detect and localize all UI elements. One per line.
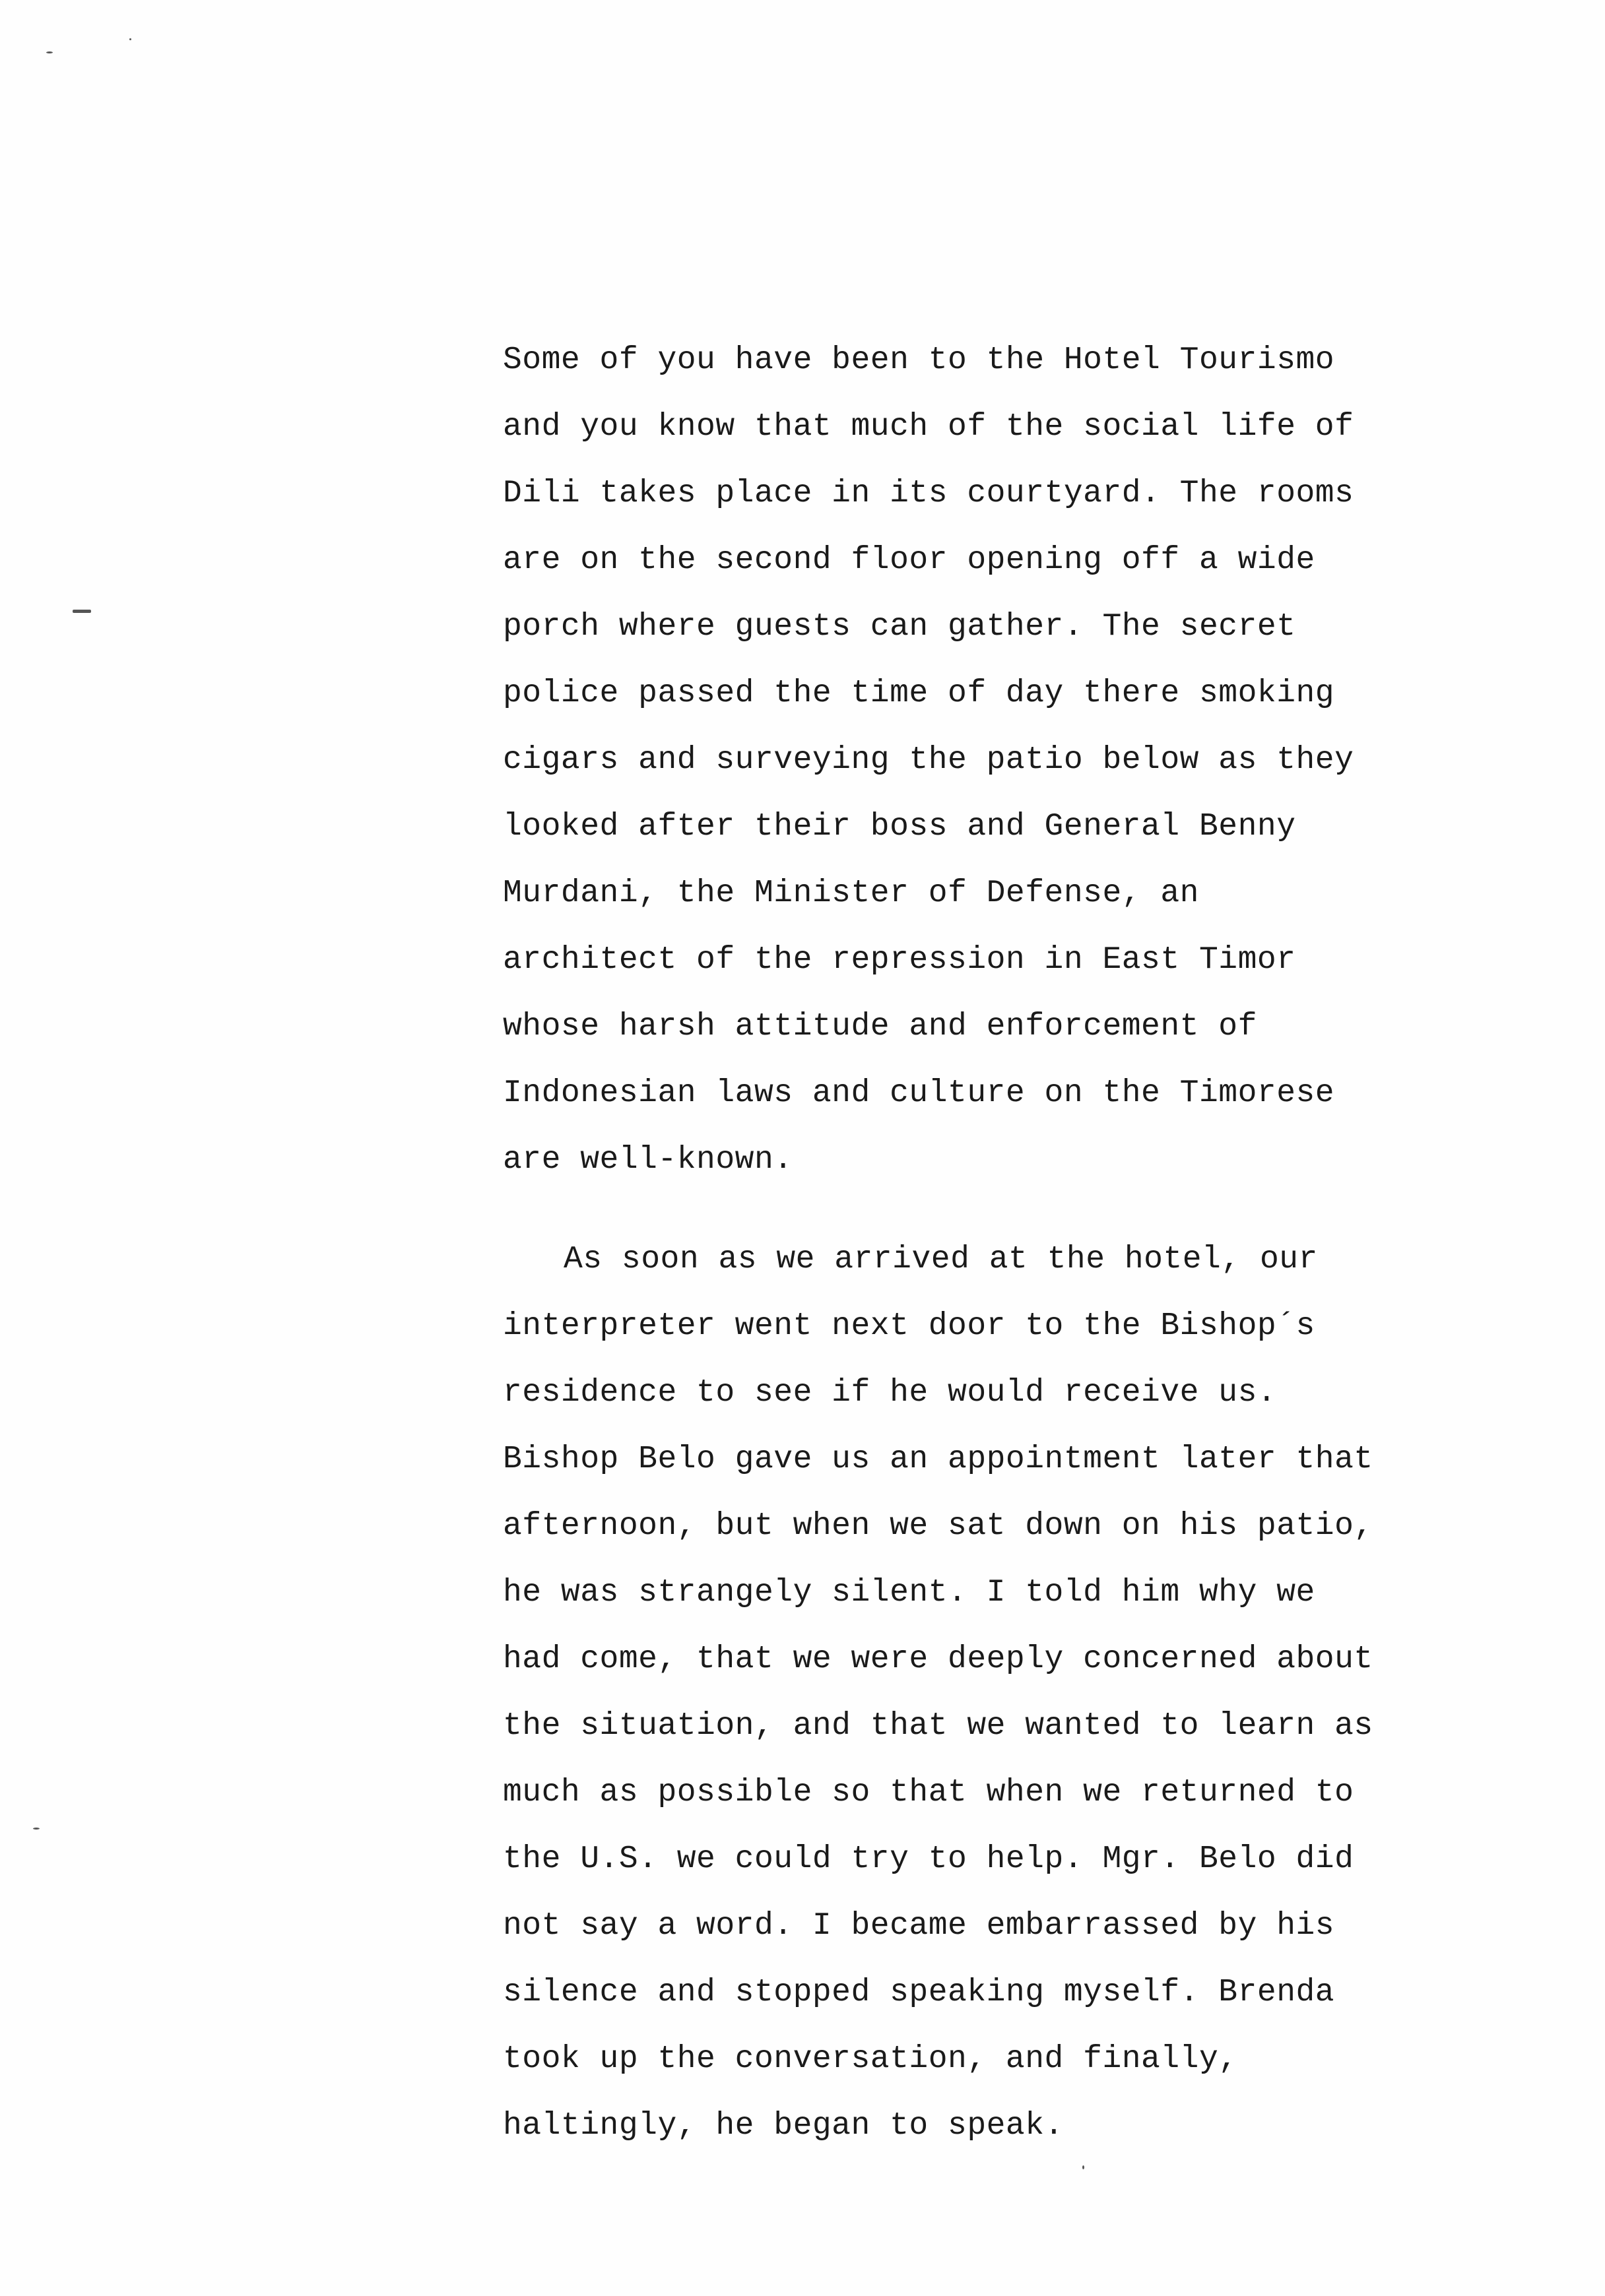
text-line: police passed the time of day there smoking bbox=[503, 676, 1335, 711]
text-line: architect of the repression in East Timor bbox=[503, 942, 1296, 978]
scan-speck bbox=[129, 38, 131, 40]
text-line: afternoon, but when we sat down on his patio, bbox=[503, 1508, 1373, 1544]
scan-speck bbox=[1082, 2165, 1084, 2169]
text-line: As soon as we arrived at the hotel, our bbox=[564, 1242, 1318, 1277]
text-line: porch where guests can gather. The secret bbox=[503, 609, 1296, 645]
text-line: Dili takes place in its courtyard. The rooms bbox=[503, 476, 1354, 511]
text-line: much as possible so that when we returned to bbox=[503, 1775, 1354, 1810]
text-line: Murdani, the Minister of Defense, an bbox=[503, 876, 1199, 911]
text-line: Bishop Belo gave us an appointment later that bbox=[503, 1442, 1373, 1477]
text-line: Indonesian laws and culture on the Timorese bbox=[503, 1075, 1335, 1111]
scan-speck bbox=[33, 1828, 40, 1830]
body-text bbox=[503, 327, 1427, 2159]
scan-speck bbox=[46, 51, 53, 53]
text-line: Some of you have been to the Hotel Tourismo bbox=[503, 342, 1335, 378]
text-line: he was strangely silent. I told him why we bbox=[503, 1575, 1315, 1610]
paragraph-1 bbox=[503, 327, 1427, 1194]
text-line: the U.S. we could try to help. Mgr. Belo did bbox=[503, 1841, 1354, 1877]
text-line: had come, that we were deeply concerned about bbox=[503, 1642, 1373, 1677]
text-line: not say a word. I became embarrassed by his bbox=[503, 1908, 1335, 1944]
text-line: residence to see if he would receive us. bbox=[503, 1375, 1277, 1411]
text-line: are on the second floor opening off a wide bbox=[503, 542, 1315, 578]
text-line: interpreter went next door to the Bishop´s bbox=[503, 1308, 1315, 1344]
text-line: haltingly, he began to speak. bbox=[503, 2108, 1064, 2144]
text-line: and you know that much of the social life of bbox=[503, 409, 1354, 445]
paragraph-spacer bbox=[503, 1194, 1427, 1227]
text-line: the situation, and that we wanted to learn as bbox=[503, 1708, 1373, 1744]
text-line: whose harsh attitude and enforcement of bbox=[503, 1009, 1257, 1044]
text-line: silence and stopped speaking myself. Brenda bbox=[503, 1975, 1335, 2010]
text-line: took up the conversation, and finally, bbox=[503, 2041, 1238, 2077]
text-line: looked after their boss and General Benny bbox=[503, 809, 1296, 845]
scan-speck bbox=[73, 610, 91, 613]
text-line: cigars and surveying the patio below as they bbox=[503, 742, 1354, 778]
text-line: are well-known. bbox=[503, 1142, 793, 1178]
paragraph-2 bbox=[503, 1227, 1427, 2159]
